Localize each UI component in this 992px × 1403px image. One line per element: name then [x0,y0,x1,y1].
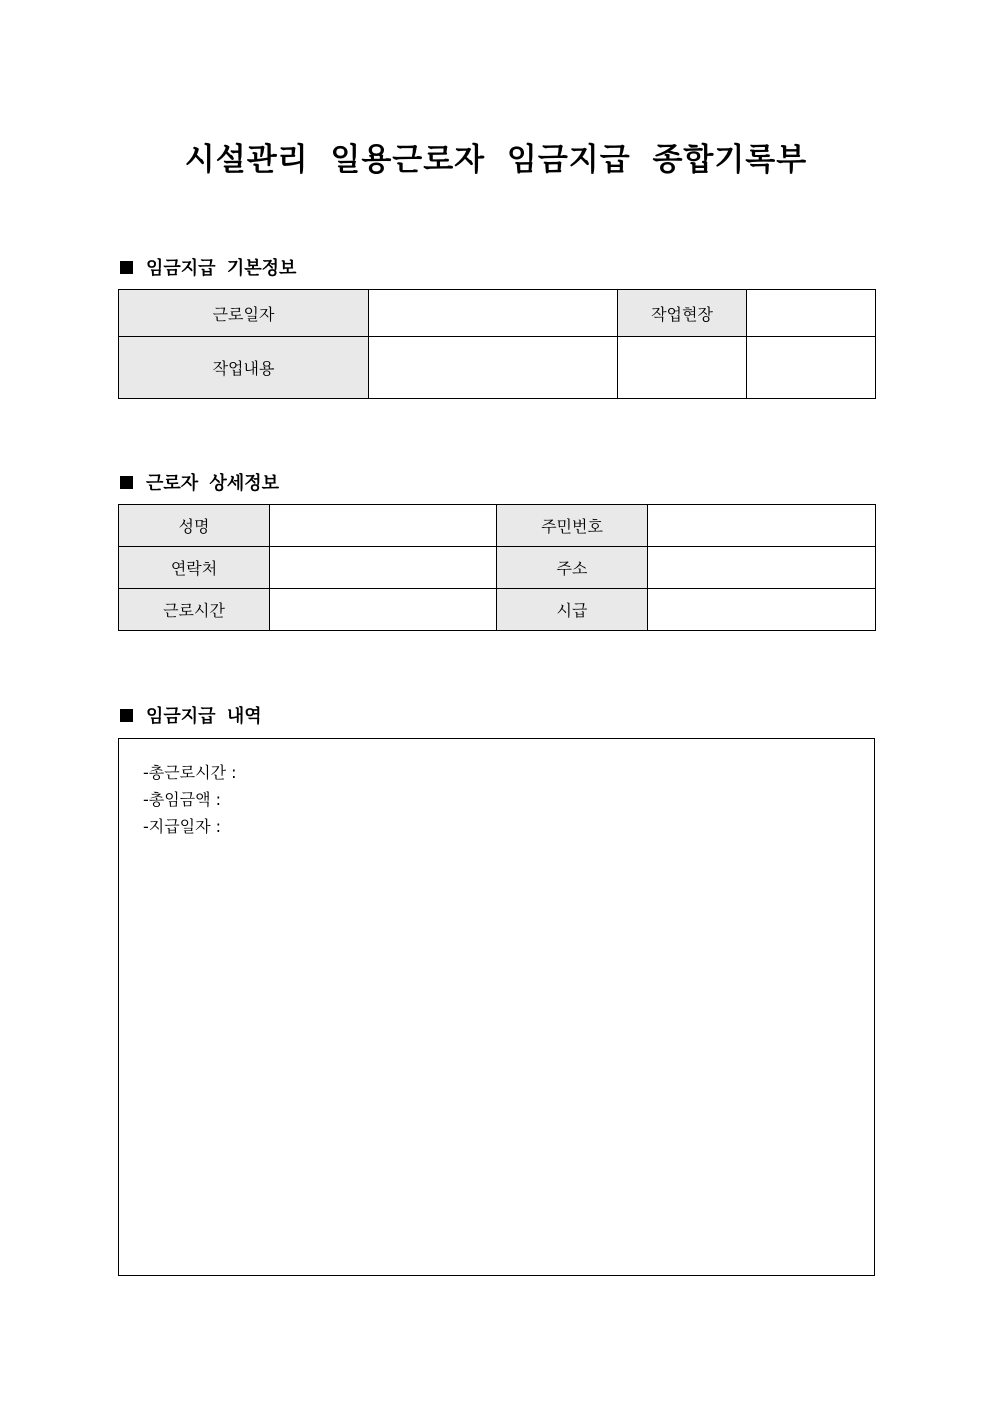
document-title: 시설관리 일용근로자 임금지급 종합기록부 [184,142,808,178]
section-heading-label: 임금지급 내역 [146,706,262,727]
resident-number-field[interactable] [648,505,876,547]
table-row [119,547,876,589]
contact-label: 연락처 [119,547,270,589]
work-site-label: 작업현장 [618,290,747,337]
name-field[interactable] [270,505,497,547]
hourly-wage-field[interactable] [648,589,876,631]
payment-details-list [143,759,237,840]
work-hours-field[interactable] [270,589,497,631]
work-date-field[interactable] [369,290,618,337]
section-heading-basic-info [118,254,296,280]
section-heading-label: 근로자 상세정보 [146,473,279,494]
square-bullet-icon [120,709,133,722]
work-hours-label: 근로시간 [119,589,270,631]
table-row [119,290,876,337]
worker-info-table [118,504,876,631]
address-field[interactable] [648,547,876,589]
payment-date-line: -지급일자 : [143,817,222,836]
section-heading-payment-details [118,702,262,728]
work-content-label: 작업내용 [119,337,369,399]
extra-field-1[interactable] [618,337,747,399]
extra-field-2[interactable] [747,337,876,399]
contact-field[interactable] [270,547,497,589]
name-label: 성명 [119,505,270,547]
table-row [119,505,876,547]
square-bullet-icon [120,476,133,489]
address-label: 주소 [497,547,648,589]
payment-details-box[interactable] [118,738,875,1276]
square-bullet-icon [120,261,133,274]
section-heading-label: 임금지급 기본정보 [146,258,297,279]
resident-number-label: 주민번호 [497,505,648,547]
table-row [119,337,876,399]
work-content-field[interactable] [369,337,618,399]
table-row [119,589,876,631]
section-heading-worker-info [118,469,279,495]
hourly-wage-label: 시급 [497,589,648,631]
basic-info-table [118,289,876,399]
total-wage-line: -총임금액 : [143,790,222,809]
work-site-field[interactable] [747,290,876,337]
work-date-label: 근로일자 [119,290,369,337]
total-work-hours-line: -총근로시간 : [143,763,237,782]
